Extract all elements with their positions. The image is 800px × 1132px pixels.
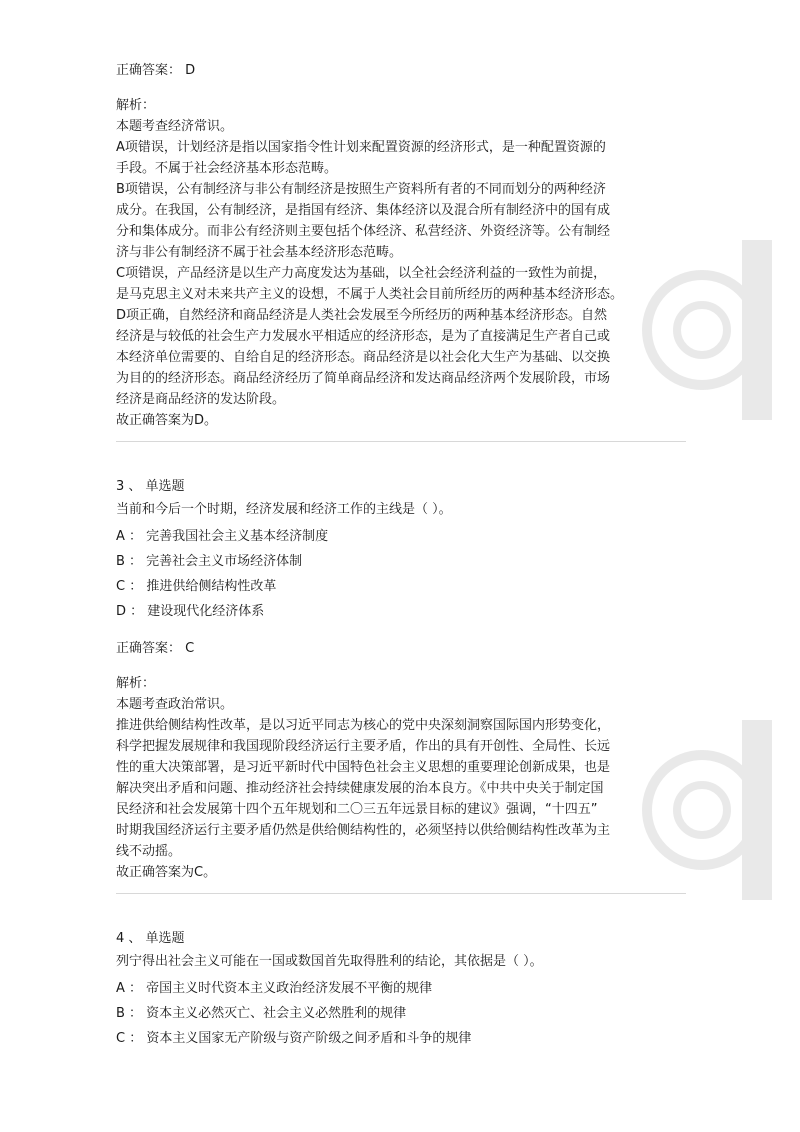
option-b[interactable]: B ： 完善社会主义市场经济体制 (116, 554, 303, 569)
option-d[interactable]: D ： 建设现代化经济体系 (116, 604, 265, 619)
question-number: 4 、 单选题 (116, 931, 185, 946)
document-body (116, 60, 686, 1051)
analysis-line: 手段。不属于社会经济基本形态范畴。 (116, 161, 338, 176)
question-stem: 列宁得出社会主义可能在一国或数国首先取得胜利的结论，其依据是（ ）。 (116, 954, 543, 969)
analysis-line: 本经济单位需要的、自给自足的经济形态。商品经济是以社会化大生产为基础、以交换 (116, 350, 611, 365)
analysis-line: 故正确答案为D。 (116, 413, 218, 428)
analysis-line: 成分。在我国，公有制经济，是指国有经济、集体经济以及混合所有制经济中的国有成 (116, 203, 611, 218)
question-number: 3 、 单选题 (116, 479, 185, 494)
analysis-line: 本题考查政治常识。 (116, 697, 234, 712)
analysis-line: 时期我国经济运行主要矛盾仍然是供给侧结构性的，必须坚持以供给侧结构性改革为主 (116, 823, 611, 838)
answer-line (116, 60, 686, 81)
analysis-line: C项错误，产品经济是以生产力高度发达为基础，以全社会经济利益的一致性为前提， (116, 266, 607, 281)
analysis-label: 解析： (116, 98, 156, 113)
analysis-line: 科学把握发展规律和我国现阶段经济运行主要矛盾，作出的具有开创性、全局性、长远 (116, 739, 611, 754)
option-c[interactable]: C ： 资本主义国家无产阶级与资产阶级之间矛盾和斗争的规律 (116, 1031, 472, 1046)
answer-line (116, 638, 686, 659)
analysis-line: 经济是与较低的社会生产力发展水平相适应的经济形态，是为了直接满足生产者自己或 (116, 329, 611, 344)
question-stem: 当前和今后一个时期，经济发展和经济工作的主线是（ ）。 (116, 502, 452, 517)
analysis-line: 本题考查经济常识。 (116, 119, 234, 134)
analysis-line: 济与非公有制经济不属于社会基本经济形态范畴。 (116, 245, 403, 260)
analysis-line: B项错误，公有制经济与非公有制经济是按照生产资料所有者的不同而划分的两种经济 (116, 182, 606, 197)
analysis-line: D项正确，自然经济和商品经济是人类社会发展至今所经历的两种基本经济形态。自然 (116, 308, 608, 323)
option-c[interactable]: C ： 推进供给侧结构性改革 (116, 579, 277, 594)
analysis-line: 是马克思主义对未来共产主义的设想，不属于人类社会目前所经历的两种基本经济形态。 (116, 287, 624, 302)
analysis-line: 分和集体成分。而非公有经济则主要包括个体经济、私营经济、外资经济等。公有制经 (116, 224, 611, 239)
option-b[interactable]: B ： 资本主义必然灭亡、社会主义必然胜利的规律 (116, 1006, 407, 1021)
option-a[interactable]: A ： 完善我国社会主义基本经济制度 (116, 529, 329, 544)
analysis-line: 为目的的经济形态。商品经济经历了简单商品经济和发达商品经济两个发展阶段，市场 (116, 371, 611, 386)
answer-value: D (185, 63, 196, 78)
analysis-line: 故正确答案为C。 (116, 865, 217, 880)
analysis-line: A项错误，计划经济是指以国家指令性计划来配置资源的经济形式，是一种配置资源的 (116, 140, 606, 155)
analysis-line: 解决突出矛盾和问题、推动经济社会持续健康发展的治本良方。《中共中央关于制定国 (116, 781, 604, 796)
option-a[interactable]: A ： 帝国主义时代资本主义政治经济发展不平衡的规律 (116, 981, 433, 996)
analysis-text (116, 694, 686, 883)
analysis-line: 性的重大决策部署，是习近平新时代中国特色社会主义思想的重要理论创新成果，也是 (116, 760, 611, 775)
analysis-line: 线不动摇。 (116, 844, 182, 859)
analysis-line: 经济是商品经济的发达阶段。 (116, 392, 286, 407)
analysis-line: 民经济和社会发展第十四个五年规划和二〇三五年远景目标的建议》强调，“十四五” (116, 802, 598, 817)
answer-value: C (185, 641, 195, 656)
answer-label: 正确答案： (116, 641, 182, 656)
analysis-line: 推进供给侧结构性改革，是以习近平同志为核心的党中央深刻洞察国际国内形势变化， (116, 718, 611, 733)
answer-label: 正确答案： (116, 63, 182, 78)
analysis-text (116, 116, 686, 431)
analysis-label: 解析： (116, 676, 156, 691)
